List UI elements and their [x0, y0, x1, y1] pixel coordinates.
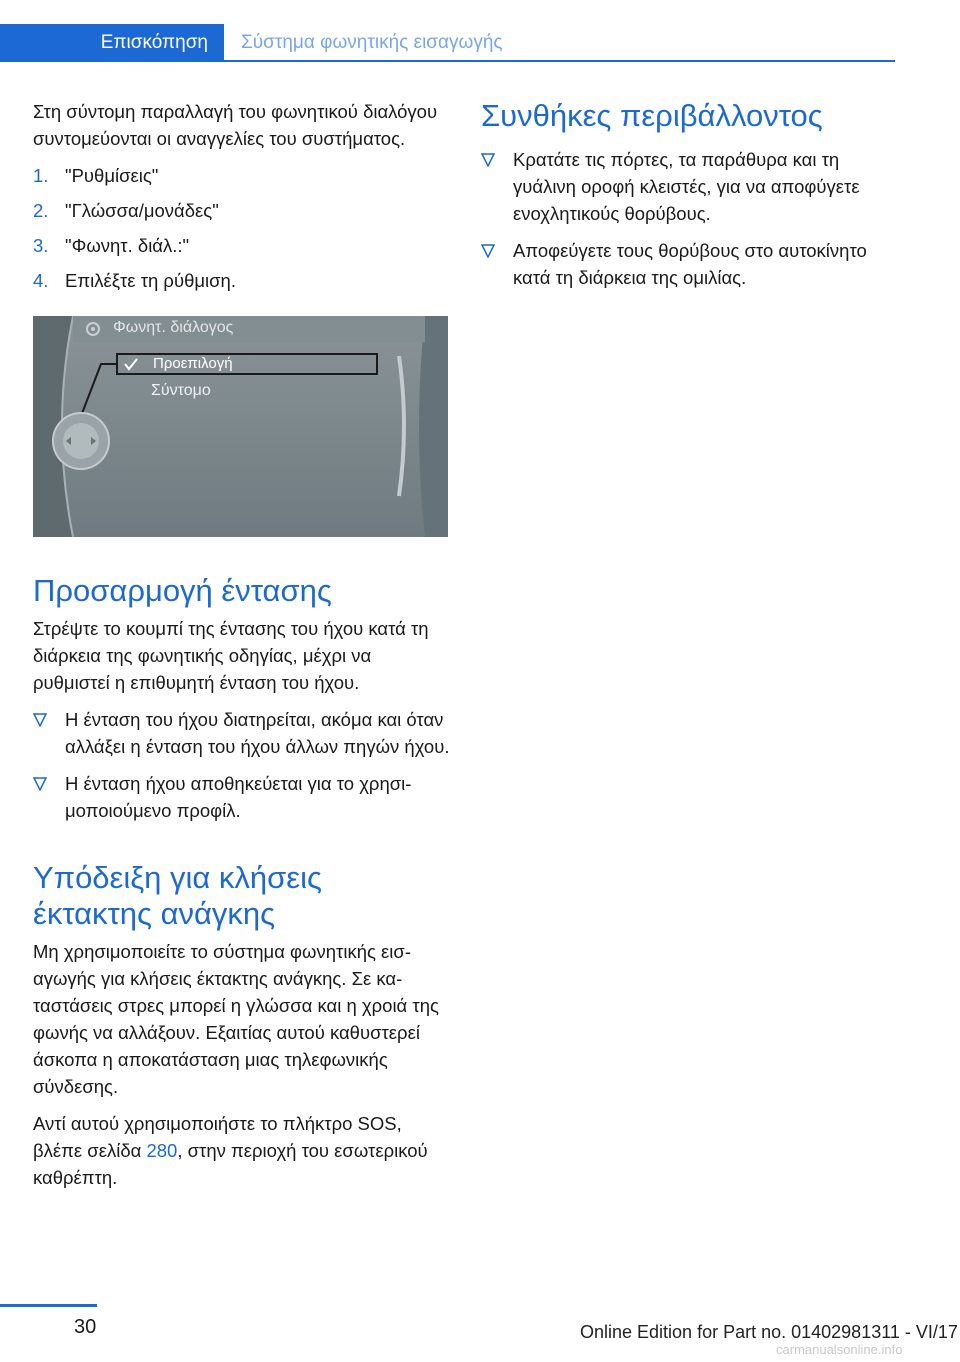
volume-heading: Προσαρμογή έντασης [33, 573, 332, 608]
tab-voice-input-section[interactable]: Σύστημα φωνητικής εισαγωγής [241, 31, 503, 53]
bullet-text: Αποφεύγετε τους θορύβους στο αυτοκίνητο κατά τη διάρκεια της ομιλίας. [513, 240, 867, 288]
bullet-text: Η ένταση ήχου αποθηκεύεται για το χρησιμοποιούμενο προφίλ. [65, 773, 412, 821]
bullet-item [33, 706, 451, 760]
tab-overview[interactable]: Επισκόπηση [0, 24, 224, 61]
page-reference-link[interactable]: 280 [146, 1140, 178, 1161]
idrive-screen-graphic [33, 316, 448, 537]
page-number: 30 [74, 1316, 97, 1338]
volume-bullets [33, 706, 451, 824]
edition-text: Online Edition for Part no. 01402981311 - VI/17 [580, 1322, 958, 1342]
header-divider [0, 60, 895, 62]
left-column [33, 98, 451, 1191]
volume-paragraph: Στρέψτε το κουμπί της έντασης του ήχου κατά τη διάρκεια της φωνητικής οδηγίας, μέχρι να ρυθμιστεί η επιθυμητή ένταση του ήχου. [33, 618, 429, 693]
step-number: 3. [33, 235, 49, 256]
sos-paragraph [33, 1110, 451, 1191]
step-text: "Γλώσσα/μονάδες" [65, 200, 219, 221]
step-item [33, 197, 451, 224]
screen-title: Φωνητ. διάλογος [113, 319, 234, 336]
screen-option-default[interactable]: Προεπιλογή [153, 355, 233, 372]
right-column [481, 98, 899, 301]
step-item [33, 162, 451, 189]
page-header [0, 0, 895, 64]
watermark: carmanualsonline.info [776, 1342, 903, 1357]
footer-divider [0, 1304, 97, 1307]
triangle-bullet-icon [481, 244, 495, 258]
emergency-paragraph: Μη χρησιμοποιείτε το σύστημα φωνητικής εισαγωγής για κλήσεις έκτακτης ανάγκης. Σε καταστάσεις στρες μπορεί η γλώσσα και η χροιά της φωνής να αλλάξουν. Εξαιτίας αυτού καθυστερεί άσκοπα η αποκατάσταση μιας τηλεφωνικής σύνδεσης. [33, 941, 439, 1097]
step-number: 1. [33, 165, 49, 186]
sos-text-post: , στην περιοχή του εσωτερικού καθρέπτη. [33, 1140, 428, 1188]
step-text: Επιλέξτε τη ρύθμιση. [65, 270, 236, 291]
step-number: 2. [33, 200, 49, 221]
triangle-bullet-icon [33, 777, 47, 791]
step-number: 4. [33, 270, 49, 291]
idrive-screen-image [33, 316, 448, 537]
step-text: "Ρυθμίσεις" [65, 165, 159, 186]
bullet-item [481, 237, 899, 291]
bullet-text: Η ένταση του ήχου διατηρείται, ακόμα και όταν αλλάξει η ένταση του ήχου άλλων πηγών ήχου. [65, 709, 450, 757]
bullet-text: Κρατάτε τις πόρτες, τα παράθυρα και τη γυάλινη οροφή κλειστές, για να αποφύγετε ενοχλητικούς θορύβους. [513, 149, 860, 224]
screen-option-short[interactable]: Σύντομο [151, 382, 211, 399]
environment-bullets [481, 146, 899, 291]
bullet-item [481, 146, 899, 227]
intro-paragraph: Στη σύντομη παραλλαγή του φωνητικού διαλόγου συντομεύονται οι αναγγελίες του συστήματος. [33, 101, 438, 149]
steps-list [33, 162, 451, 294]
step-item [33, 232, 451, 259]
emergency-heading-line2: έκτακτης ανάγκης [33, 896, 276, 931]
step-item [33, 267, 451, 294]
triangle-bullet-icon [33, 713, 47, 727]
step-text: "Φωνητ. διάλ.:" [65, 235, 190, 256]
bullet-item [33, 770, 451, 824]
triangle-bullet-icon [481, 153, 495, 167]
emergency-heading [33, 860, 451, 932]
environment-heading: Συνθήκες περιβάλλοντος [481, 98, 823, 133]
sos-text-pre: Αντί αυτού χρησιμοποιήστε το πλήκτρο SOS, βλέπε σελίδα [33, 1113, 402, 1161]
emergency-heading-line1: Υπόδειξη για κλήσεις [33, 860, 322, 895]
